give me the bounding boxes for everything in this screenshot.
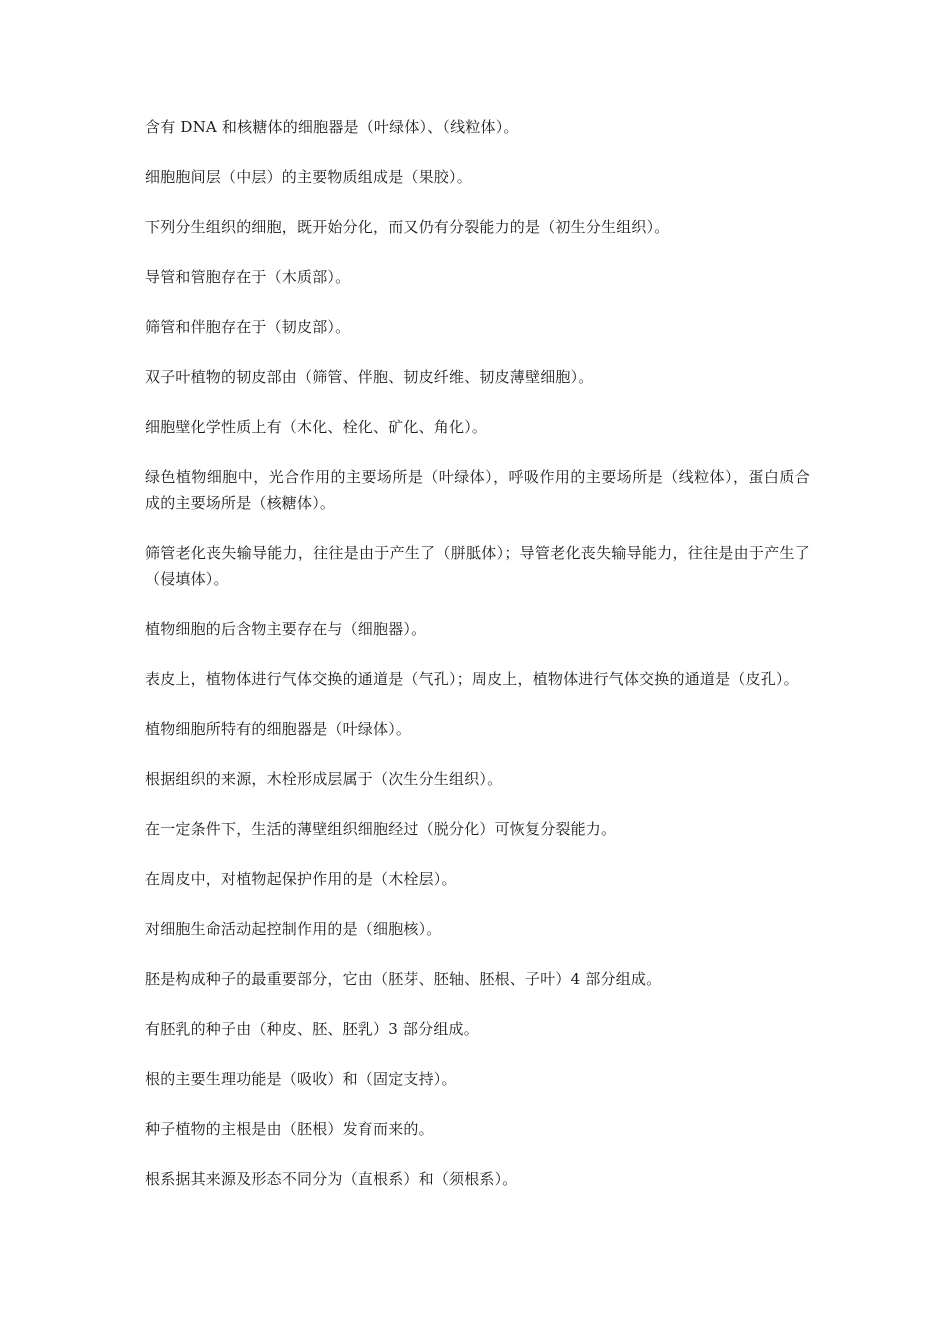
paragraph: 根系据其来源及形态不同分为（直根系）和（须根系）。 <box>145 1170 518 1188</box>
paragraph: 表皮上，植物体进行气体交换的通道是（气孔）；周皮上，植物体进行气体交换的通道是（皮孔）。 <box>145 670 799 688</box>
paragraph: 导管和管胞存在于（木质部）。 <box>145 268 351 286</box>
paragraph: 筛管和伴胞存在于（韧皮部）。 <box>145 318 351 336</box>
paragraph: 在一定条件下，生活的薄壁组织细胞经过（脱分化）可恢复分裂能力。 <box>145 820 617 838</box>
paragraph: 筛管老化丧失输导能力，往往是由于产生了（胼胝体）；导管老化丧失输导能力，往往是由于产生了（侵填体）。 <box>145 544 810 588</box>
paragraph: 植物细胞所特有的细胞器是（叶绿体）。 <box>145 720 412 738</box>
paragraph: 细胞胞间层（中层）的主要物质组成是（果胶）。 <box>145 168 472 186</box>
paragraph: 根的主要生理功能是（吸收）和（固定支持）。 <box>145 1070 457 1088</box>
paragraph: 绿色植物细胞中，光合作用的主要场所是（叶绿体），呼吸作用的主要场所是（线粒体），蛋白质合成的主要场所是（核糖体）。 <box>145 468 810 512</box>
paragraph: 细胞壁化学性质上有（木化、栓化、矿化、角化）。 <box>145 418 488 436</box>
paragraph: 含有 DNA 和核糖体的细胞器是（叶绿体）、（线粒体）。 <box>145 118 519 136</box>
paragraph: 有胚乳的种子由（种皮、胚、胚乳）3 部分组成。 <box>145 1020 479 1038</box>
paragraph: 种子植物的主根是由（胚根）发育而来的。 <box>145 1120 434 1138</box>
paragraph: 下列分生组织的细胞，既开始分化，而又仍有分裂能力的是（初生分生组织）。 <box>145 218 670 236</box>
document-body <box>145 114 810 1216</box>
paragraph: 在周皮中，对植物起保护作用的是（木栓层）。 <box>145 870 457 888</box>
paragraph: 胚是构成种子的最重要部分，它由（胚芽、胚轴、胚根、子叶）4 部分组成。 <box>145 970 662 988</box>
paragraph: 双子叶植物的韧皮部由（筛管、伴胞、韧皮纤维、韧皮薄壁细胞）。 <box>145 368 594 386</box>
paragraph: 根据组织的来源，木栓形成层属于（次生分生组织）。 <box>145 770 503 788</box>
paragraph: 植物细胞的后含物主要存在与（细胞器）。 <box>145 620 427 638</box>
paragraph: 对细胞生命活动起控制作用的是（细胞核）。 <box>145 920 442 938</box>
